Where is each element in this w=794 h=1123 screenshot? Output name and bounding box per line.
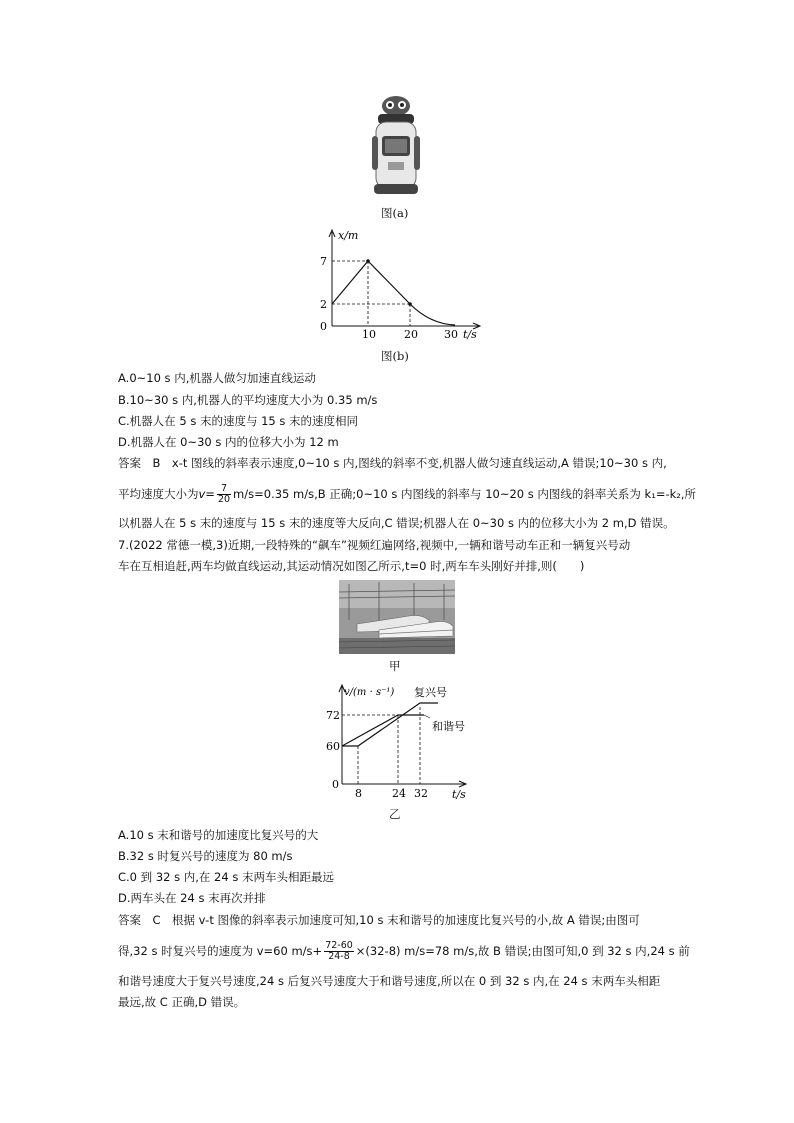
photo-caption: 甲 bbox=[389, 659, 401, 673]
q7-option-c: C.0 到 32 s 内,在 24 s 末两车头相距最远 bbox=[118, 870, 334, 884]
q7-answer-fraction bbox=[324, 941, 354, 962]
fig-b-caption: 图(b) bbox=[381, 349, 409, 363]
q6-answer-line2 bbox=[118, 484, 696, 505]
x-t-graph bbox=[310, 226, 490, 342]
q6-answer-line3: 以机器人在 5 s 末的速度与 15 s 末的速度等大反向,C 错误;机器人在 0~30 s 内的位移大小为 2 m,D 错误。 bbox=[118, 516, 675, 530]
q7-answer-line2-a: 得,32 s 时复兴号的速度为 v=60 m/s+ bbox=[118, 944, 323, 958]
x-t-x-unit: t/s bbox=[463, 328, 477, 341]
q7-stem-line1: 7.(2022 常德一模,3)近期,一段特殊的“飙车”视频红遍网络,视频中,一辆和谐号动车正和一辆复兴号动 bbox=[118, 538, 631, 552]
x-t-x-tick: 30 bbox=[444, 328, 458, 341]
q7-answer-line2 bbox=[118, 941, 690, 962]
x-t-y-tick: 7 bbox=[320, 255, 327, 268]
q6-answer-line1: 答案 B x-t 图线的斜率表示速度,0~10 s 内,图线的斜率不变,机器人做匀速直线运动,A 错误;10~30 s 内, bbox=[118, 456, 667, 470]
x-t-y-tick: 0 bbox=[320, 320, 327, 333]
v-t-x-tick: 32 bbox=[414, 787, 428, 800]
robot-figure bbox=[368, 96, 424, 202]
q6-option-a: A.0~10 s 内,机器人做匀加速直线运动 bbox=[118, 371, 316, 385]
q7-option-a: A.10 s 末和谐号的加速度比复兴号的大 bbox=[118, 828, 319, 842]
v-t-label-hexie: 和谐号 bbox=[432, 720, 465, 733]
x-t-y-tick: 2 bbox=[320, 298, 327, 311]
x-t-y-unit: x/m bbox=[338, 229, 359, 242]
v-t-x-tick: 8 bbox=[355, 787, 362, 800]
x-t-curve-tail bbox=[410, 304, 455, 325]
train-photo bbox=[339, 580, 455, 654]
q7-option-d: D.两车头在 24 s 末再次并排 bbox=[118, 891, 266, 905]
q6-option-d: D.机器人在 0~30 s 内的位移大小为 12 m bbox=[118, 435, 339, 449]
x-t-x-tick: 10 bbox=[362, 328, 376, 341]
fig-a-caption: 图(a) bbox=[381, 206, 409, 220]
v-t-y-tick: 60 bbox=[326, 740, 340, 753]
x-t-curve bbox=[332, 261, 410, 304]
q7-answer-line2-b: ×(32-8) m/s=78 m/s,故 B 错误;由图可知,0 到 32 s 内,24 s 前 bbox=[355, 944, 690, 958]
v-t-x-tick: 24 bbox=[392, 787, 406, 800]
q7-stem-line2: 车在互相追赶,两车均做直线运动,其运动情况如图乙所示,t=0 时,两车车头刚好并排,则( ) bbox=[118, 559, 585, 573]
q7-fraction-numerator: 72-60 bbox=[325, 940, 353, 951]
q6-answer-line2-a: 平均速度大小为 bbox=[118, 487, 199, 501]
v-t-y-tick: 72 bbox=[326, 709, 340, 722]
v-t-label-fuxing: 复兴号 bbox=[414, 686, 447, 699]
q7-answer-line1: 答案 C 根据 v-t 图像的斜率表示加速度可知,10 s 末和谐号的加速度比复兴号的小,故 A 错误;由图可 bbox=[118, 913, 640, 927]
fuxing-line bbox=[342, 703, 438, 746]
x-t-x-tick: 20 bbox=[404, 328, 418, 341]
q7-fraction-denominator: 24-8 bbox=[328, 951, 350, 962]
q7-option-b: B.32 s 时复兴号的速度为 80 m/s bbox=[118, 849, 293, 863]
graph-caption: 乙 bbox=[389, 807, 401, 821]
v-t-y-tick: 0 bbox=[332, 778, 339, 791]
v-t-graph bbox=[326, 680, 476, 802]
q6-answer-line2-b: m/s=0.35 m/s,B 正确;0~10 s 内图线的斜率与 10~20 s 内图线的斜率关系为 k₁=-k₂,所 bbox=[233, 487, 697, 501]
q7-answer-line3: 和谐号速度大于复兴号速度,24 s 后复兴号速度大于和谐号速度,所以在 0 到 32 s 内,在 24 s 末两车头相距 bbox=[118, 974, 661, 988]
hexie-line bbox=[342, 715, 424, 746]
v-t-x-unit: t/s bbox=[452, 788, 466, 801]
q6-option-c: C.机器人在 5 s 末的速度与 15 s 末的速度相同 bbox=[118, 414, 359, 428]
q6-fraction-numerator: 7 bbox=[217, 484, 231, 495]
q6-fraction-denominator: 20 bbox=[217, 494, 231, 505]
q7-answer-line4: 最远,故 C 正确,D 错误。 bbox=[118, 995, 246, 1009]
q6-option-b: B.10~30 s 内,机器人的平均速度大小为 0.35 m/s bbox=[118, 393, 378, 407]
q6-answer-fraction bbox=[217, 484, 231, 505]
v-t-y-unit: v/(m · s⁻¹) bbox=[344, 687, 395, 698]
q6-answer-v: v= bbox=[198, 487, 215, 501]
